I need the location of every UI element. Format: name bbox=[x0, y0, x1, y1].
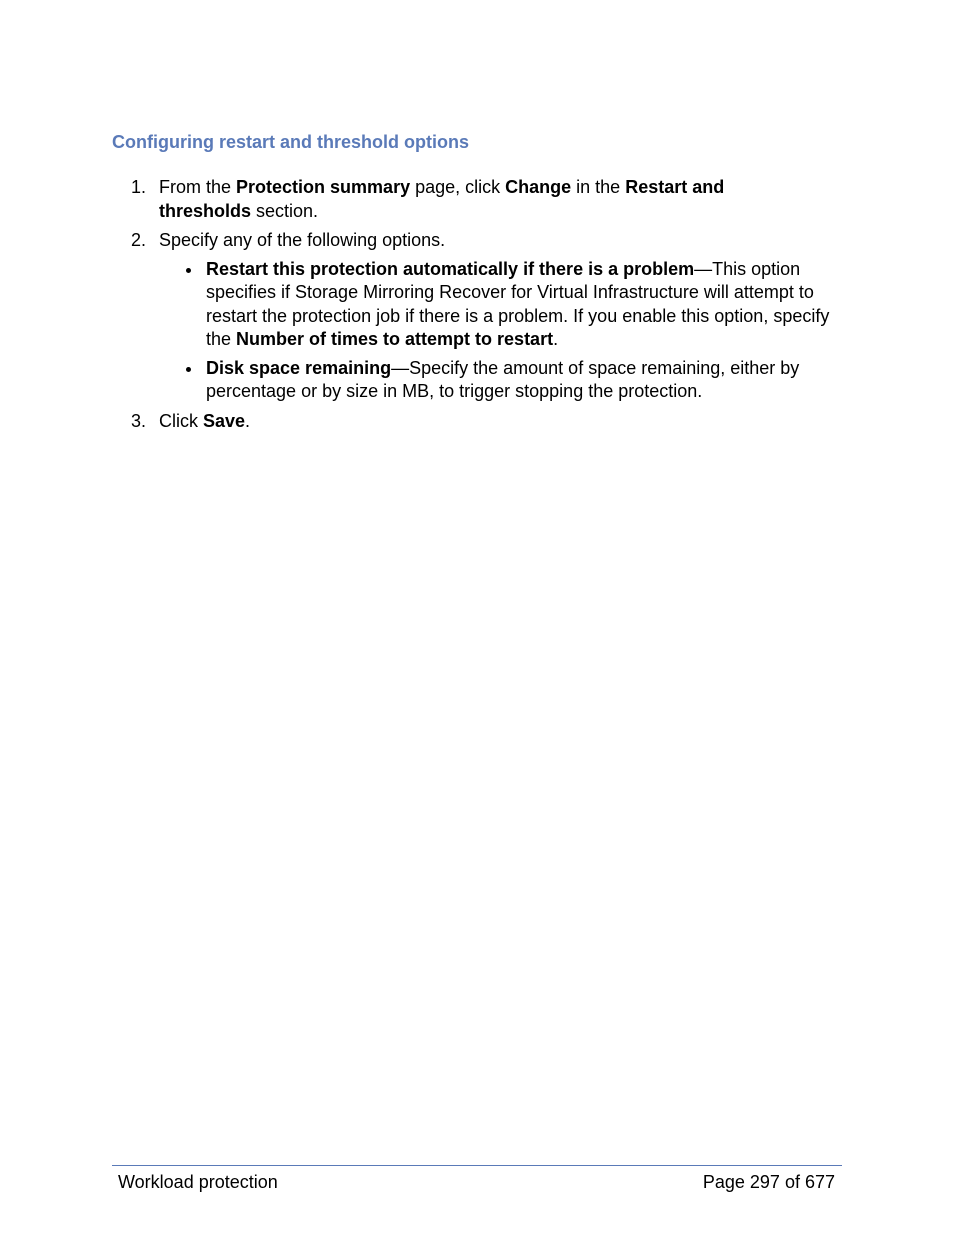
section-heading: Configuring restart and threshold options bbox=[112, 132, 469, 152]
bullet-icon bbox=[186, 268, 191, 273]
step-text: section. bbox=[251, 200, 319, 221]
step-text: page, click bbox=[410, 177, 506, 197]
option-title: Restart this protection automatically if there is a problem bbox=[206, 258, 695, 279]
step-number: 3. bbox=[131, 410, 147, 431]
option-title: Disk space remaining bbox=[206, 357, 392, 378]
step-text: Specify any of the following options. bbox=[159, 230, 446, 250]
footer-divider bbox=[112, 1165, 842, 1166]
step-1 bbox=[0, 176, 759, 223]
step-text: Click bbox=[159, 410, 203, 431]
ui-term-protection-summary: Protection summary bbox=[236, 177, 411, 197]
option-disk-space bbox=[159, 357, 836, 404]
option-description: . bbox=[553, 329, 559, 349]
footer-section-title: Workload protection bbox=[118, 1172, 278, 1192]
option-restart bbox=[159, 258, 836, 352]
option-description: —Specify the amount of space remaining, either by percentage or by size in MB, to trigger stopping the protection. bbox=[206, 357, 800, 401]
step-number: 1. bbox=[131, 177, 147, 197]
ui-term-number-of-times: Number of times to attempt to restart bbox=[236, 329, 554, 349]
ui-term-change: Change bbox=[505, 177, 572, 197]
ui-term-save: Save bbox=[203, 410, 246, 431]
footer-page-number: Page 297 of 677 bbox=[702, 1172, 835, 1192]
step-text: in the bbox=[571, 177, 626, 197]
step-3 bbox=[0, 410, 759, 434]
steps-list bbox=[0, 176, 954, 439]
step-text: . bbox=[245, 410, 251, 431]
step-2 bbox=[0, 229, 830, 404]
step-text: From the bbox=[159, 177, 237, 197]
step-number: 2. bbox=[131, 230, 147, 250]
options-list bbox=[159, 258, 830, 404]
bullet-icon bbox=[186, 367, 191, 372]
ui-term-restart-and-thresholds: Restart and thresholds bbox=[159, 177, 725, 221]
option-description: —This option specifies if Storage Mirroring Recover for Virtual Infrastructure will attempt to restart the protection job if there is a problem. If you enable this option, specify the bbox=[206, 258, 830, 349]
